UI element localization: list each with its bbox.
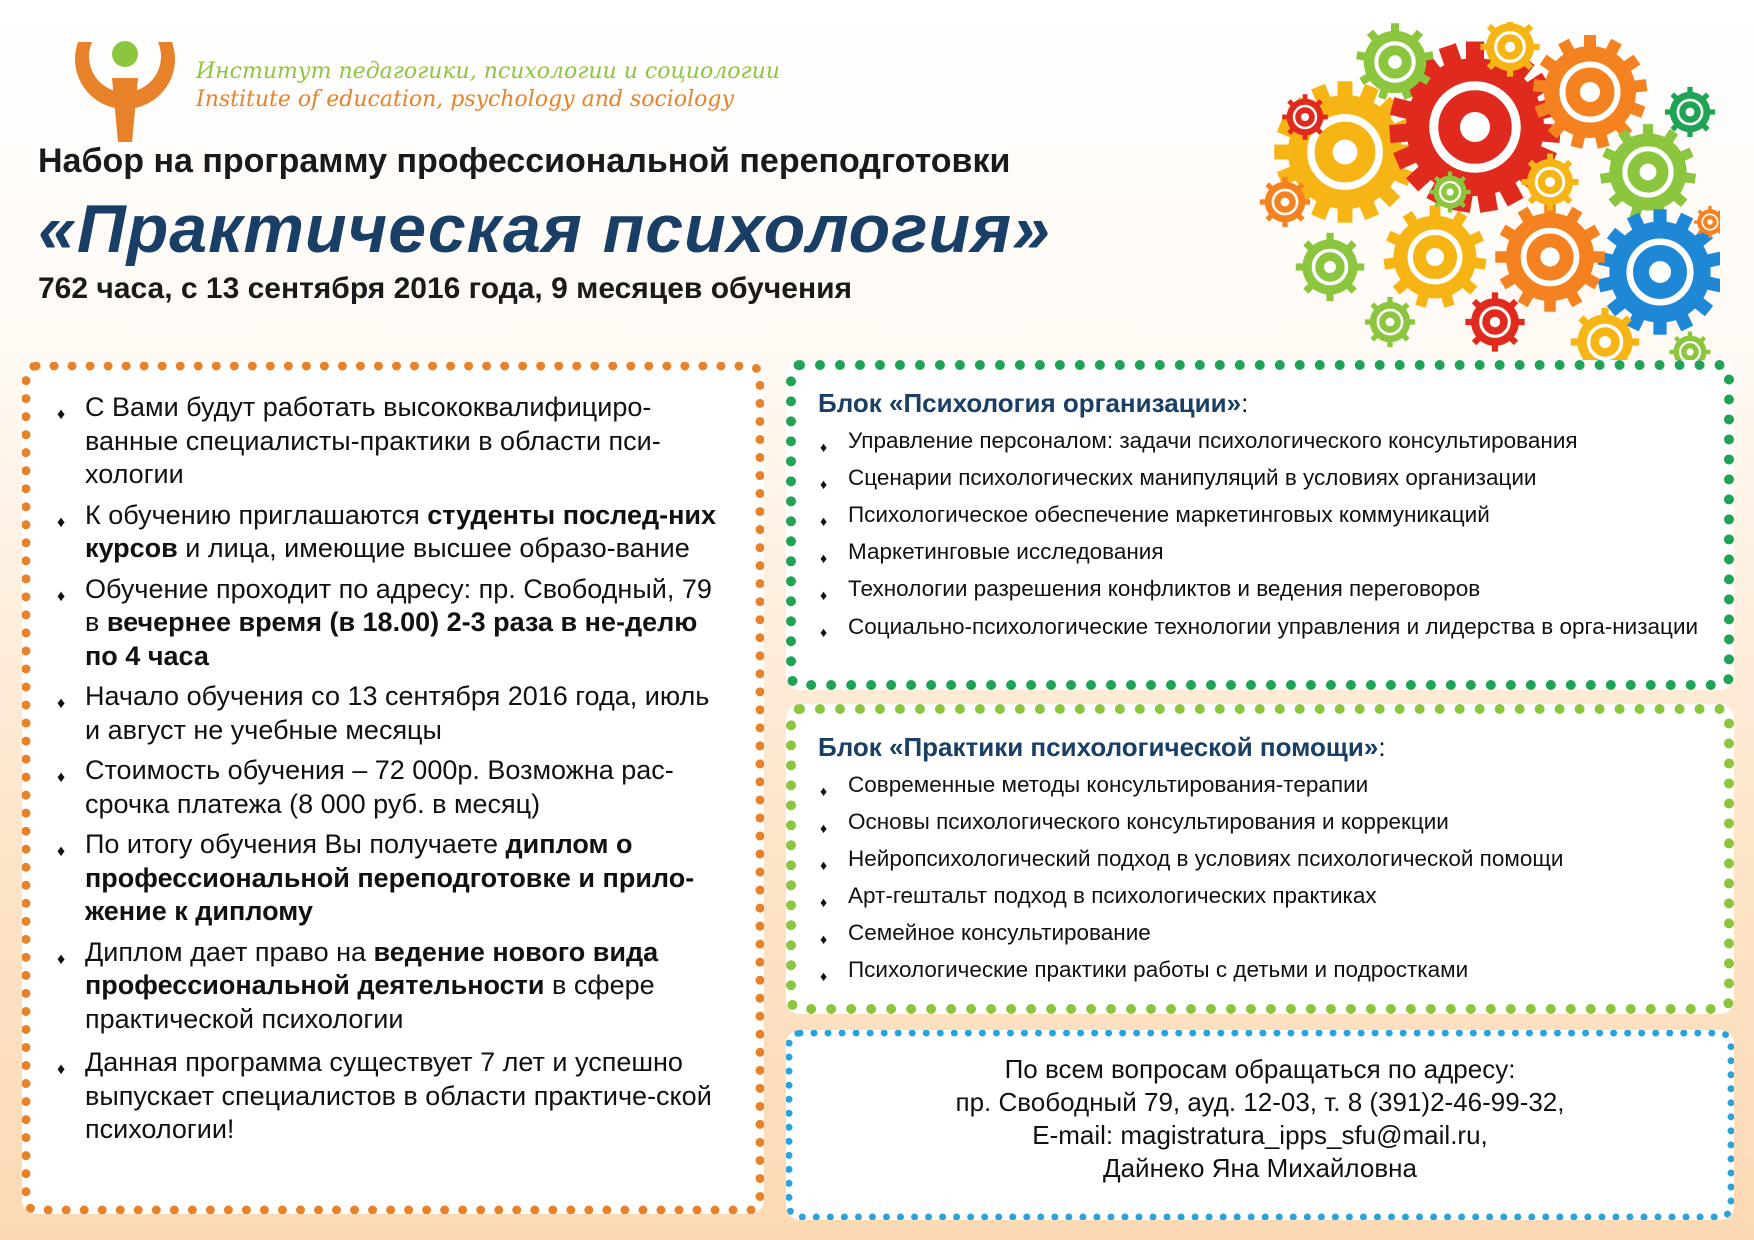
block-help-item: ♦ Семейное консультирование <box>818 919 1704 947</box>
item-text: Диплом дает право на <box>85 936 374 967</box>
block-organization-item: ♦ Технологии разрешения конфликтов и ведения переговоров <box>818 575 1704 603</box>
program-info-box <box>22 362 764 1214</box>
gear-icon <box>1495 202 1604 311</box>
block-help-list <box>818 771 1704 984</box>
program-subtitle: Набор на программу профессиональной переподготовки <box>38 142 1011 180</box>
gear-icon <box>1665 87 1715 137</box>
item-text: и лица, имеющие высшее образо-вание <box>177 533 690 563</box>
item-text: С Вами будут работать высококвалифициро-ванные специалисты-практики в области пси-хологии <box>85 392 661 489</box>
institute-logo <box>60 30 190 148</box>
block-organization-heading: Блок «Психология организации»: <box>818 388 1249 418</box>
program-info-item <box>55 391 725 492</box>
block-organization <box>786 360 1734 690</box>
item-text: Стоимость обучения – 72 000р. Возможна рас-срочка платежа (8 000 руб. в месяц) <box>85 755 674 819</box>
block-organization-item: ♦ Управление персоналом: задачи психологического консультирования <box>818 427 1704 455</box>
gear-icon <box>1296 233 1364 301</box>
item-text: По итогу обучения Вы получаете <box>85 829 506 859</box>
institute-name-en: Institute of education, psychology and sociology <box>196 87 734 112</box>
item-text: Обучение проходит по адресу: пр. Свободный, 79 в <box>85 573 712 637</box>
block-help-item: ♦ Нейропсихологический подход в условиях психологической помощи <box>818 845 1704 873</box>
block-organization-item: ♦ Сценарии психологических манипуляций в условиях организации <box>818 464 1704 492</box>
contact-address: пр. Свободный 79, ауд. 12-03, т. 8 (391)2-46-99-32, <box>955 1087 1565 1117</box>
block-help-title: Блок «Практики психологической помощи» <box>818 732 1379 762</box>
program-info-item <box>55 680 725 747</box>
gear-icon <box>1694 206 1720 238</box>
contact-box <box>786 1030 1734 1220</box>
program-title: «Практическая психология» <box>38 191 1051 267</box>
program-info-item <box>55 1046 725 1147</box>
block-organization-item: ♦ Социально-психологические технологии управления и лидерства в орга-низации <box>818 612 1704 641</box>
highlight-text: студенты послед-них курсов <box>85 499 717 563</box>
gear-icon <box>1383 206 1486 308</box>
item-text: К обучению приглашаются <box>85 499 428 530</box>
block-organization-item: ♦ Маркетинговые исследования <box>818 538 1704 566</box>
item-text: Начало обучения со 13 сентября 2016 года, июль и август не учебные месяцы <box>85 681 710 745</box>
contact-intro: По всем вопросам обращаться по адресу: <box>1004 1054 1516 1084</box>
contact-email[interactable]: E-mail: magistratura_ipps_sfu@mail.ru, <box>1032 1120 1488 1150</box>
highlight-text: вечернее время (в 18.00) 2-3 раза в не-делю по 4 часа <box>85 607 698 671</box>
block-help-item: ♦ Психологические практики работы с детьми и подростками <box>818 956 1704 984</box>
program-info-item <box>55 936 725 1037</box>
gear-icon <box>1282 94 1328 140</box>
gear-icon <box>1429 171 1470 212</box>
program-duration: 762 часа, с 13 сентября 2016 года, 9 месяцев обучения <box>38 272 853 305</box>
highlight-text: ведение нового вида профессиональной деятельности <box>85 936 659 1000</box>
gear-icon <box>1260 177 1310 227</box>
program-info-item <box>55 499 725 566</box>
item-text: в сфере практической психологии <box>85 970 655 1034</box>
block-organization-list <box>818 427 1704 641</box>
gear-icon <box>1465 292 1524 351</box>
program-info-list <box>55 391 725 1147</box>
gear-brain-illustration <box>1250 22 1720 402</box>
gear-icon <box>1600 124 1696 219</box>
institute-name-ru: Институт педагогики, психологии и социологии <box>196 59 780 84</box>
item-text: Данная программа существует 7 лет и успешно выпускает специалистов в области практиче-ской психологии! <box>85 1047 712 1144</box>
institute-name <box>196 58 780 114</box>
block-help-heading: Блок «Практики психологической помощи»: <box>818 732 1386 762</box>
contact-person: Дайнеко Яна Михайловна <box>1102 1153 1417 1183</box>
gear-icon <box>1522 154 1579 211</box>
block-organization-item: ♦ Психологическое обеспечение маркетинговых коммуникаций <box>818 501 1704 529</box>
gear-icon <box>1533 35 1648 149</box>
gear-icon <box>1365 297 1415 347</box>
block-help-practices <box>786 704 1734 1014</box>
program-info-item <box>55 573 725 674</box>
program-info-item <box>55 754 725 821</box>
program-info-item <box>55 828 725 929</box>
block-help-item: ♦ Основы психологического консультирования и коррекции <box>818 808 1704 836</box>
block-organization-title: Блок «Психология организации» <box>818 388 1242 418</box>
highlight-text: диплом о профессиональной переподготовке и прило-жение к диплому <box>85 829 695 926</box>
block-help-item: ♦ Арт-гештальт подход в психологических практиках <box>818 882 1704 910</box>
block-help-item: ♦ Современные методы консультирования-терапии <box>818 771 1704 799</box>
